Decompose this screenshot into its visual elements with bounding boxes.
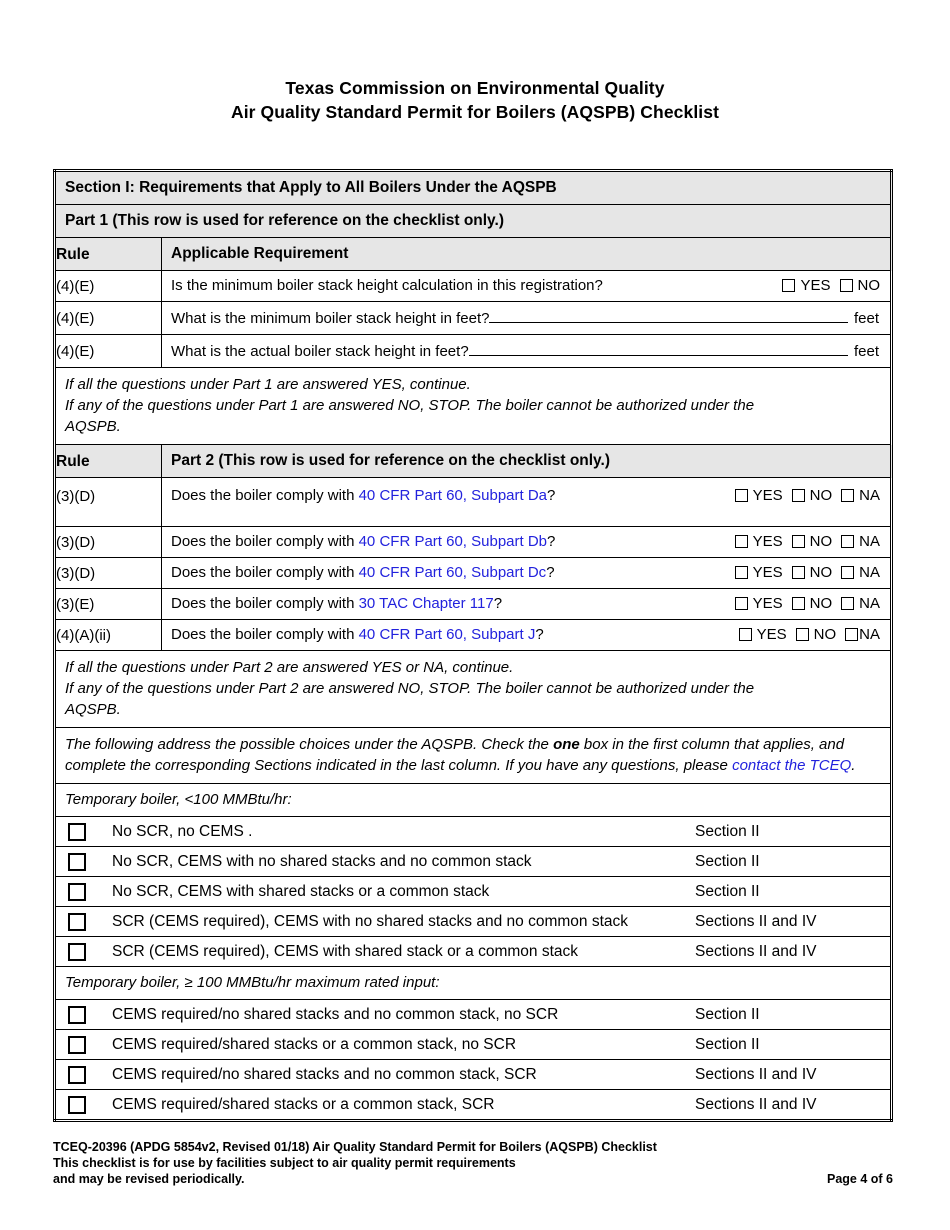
- option-yes[interactable]: [735, 563, 783, 582]
- group2-title: Temporary boiler, ≥ 100 MMBtu/hr maximum rated input:: [65, 974, 440, 991]
- checkbox-icon[interactable]: [735, 489, 748, 502]
- part1-title: Part 1 (This row is used for reference on the checklist only.): [65, 212, 504, 229]
- list-item[interactable]: [55, 1000, 892, 1030]
- question-suffix: ?: [546, 564, 555, 581]
- checkbox-icon[interactable]: [68, 943, 86, 961]
- requirement-cell: [162, 335, 892, 368]
- option-no-label: NO: [809, 564, 833, 581]
- checkbox-icon[interactable]: [68, 1036, 86, 1054]
- table-row: [55, 478, 892, 527]
- option-no[interactable]: [796, 625, 837, 644]
- option-yes[interactable]: [739, 625, 787, 644]
- part2-header-row: [55, 445, 892, 478]
- requirement-cell: [162, 527, 892, 558]
- checkbox-icon[interactable]: [792, 566, 805, 579]
- rule-cell: (4)(A)(ii): [55, 620, 162, 651]
- choices-intro-bold: one: [553, 736, 580, 753]
- option-no-label: NO: [809, 533, 833, 550]
- part1-note-row: [55, 368, 892, 445]
- checkbox-icon[interactable]: [68, 853, 86, 871]
- option-no-label: NO: [857, 277, 880, 294]
- choice-label: CEMS required/no shared stacks and no common stack, SCR: [112, 1066, 537, 1083]
- choice-section: Section II: [695, 1036, 760, 1053]
- question-suffix: ?: [493, 595, 503, 612]
- question-text: [171, 625, 544, 644]
- table-row: [55, 620, 892, 651]
- question-text: What is the actual boiler stack height in feet?: [171, 343, 469, 360]
- choice-label: SCR (CEMS required), CEMS with shared stack or a common stack: [112, 943, 578, 960]
- list-item[interactable]: [55, 1060, 892, 1090]
- rule-cell: (3)(D): [55, 558, 162, 589]
- table-row: [55, 589, 892, 620]
- table-row: [55, 527, 892, 558]
- part1-note: [56, 368, 890, 444]
- option-na-label: NA: [859, 595, 880, 612]
- option-no-label: NO: [813, 626, 837, 643]
- choice-section: Section II: [695, 883, 760, 900]
- part2-note-row: [55, 651, 892, 728]
- question-text: Is the minimum boiler stack height calculation in this registration?: [171, 277, 603, 294]
- question-text: [171, 594, 502, 613]
- checkbox-icon[interactable]: [739, 628, 752, 641]
- question-prefix: Does the boiler comply with: [171, 564, 359, 581]
- question-text: [171, 532, 555, 551]
- requirement-cell: [162, 271, 892, 302]
- checkbox-icon[interactable]: [735, 535, 748, 548]
- checkbox-icon[interactable]: [792, 535, 805, 548]
- checkbox-icon[interactable]: [68, 823, 86, 841]
- choice-section: Sections II and IV: [695, 943, 817, 960]
- option-yes[interactable]: [735, 532, 783, 551]
- col-header-rule2-cell: [55, 445, 162, 478]
- option-no[interactable]: [792, 486, 833, 505]
- checkbox-icon[interactable]: [841, 597, 854, 610]
- option-yes-label: YES: [752, 595, 783, 612]
- part2-note-line-3: AQSPB.: [65, 701, 121, 718]
- checkbox-icon[interactable]: [68, 883, 86, 901]
- table-row: [55, 302, 892, 335]
- checkbox-icon[interactable]: [845, 628, 858, 641]
- checkbox-icon[interactable]: [68, 1006, 86, 1024]
- question-text: [171, 486, 555, 505]
- checkbox-icon[interactable]: [841, 489, 854, 502]
- col-header-requirement: Applicable Requirement: [171, 245, 349, 262]
- option-na-label: NA: [859, 626, 880, 643]
- yes-no-na-options: [735, 563, 880, 582]
- group1-title-cell: [55, 784, 892, 817]
- question-text: [171, 563, 555, 582]
- list-item[interactable]: [55, 877, 892, 907]
- regulation-link[interactable]: 40 CFR Part 60, Subpart Db: [358, 533, 548, 550]
- checkbox-icon[interactable]: [68, 913, 86, 931]
- list-item[interactable]: [55, 937, 892, 967]
- choice-label: CEMS required/shared stacks or a common stack, no SCR: [112, 1036, 517, 1053]
- group2-title-cell: [55, 967, 892, 1000]
- unit-label: feet: [853, 310, 879, 327]
- choice-label: CEMS required/no shared stacks and no common stack, no SCR: [112, 1006, 559, 1023]
- question-with-blank: [171, 307, 881, 328]
- list-item[interactable]: [55, 1090, 892, 1121]
- table-row: [55, 271, 892, 302]
- checkbox-icon[interactable]: [840, 279, 853, 292]
- part1-note-line-3: AQSPB.: [65, 418, 121, 435]
- checkbox-icon[interactable]: [68, 1066, 86, 1084]
- checkbox-icon[interactable]: [841, 566, 854, 579]
- option-no[interactable]: [792, 532, 833, 551]
- document-header: [0, 76, 950, 124]
- option-yes-label: YES: [752, 564, 783, 581]
- choice-cell[interactable]: [55, 847, 892, 877]
- header-line-2: Air Quality Standard Permit for Boilers (AQSPB) Checklist: [230, 102, 720, 122]
- choice-label: CEMS required/shared stacks or a common stack, SCR: [112, 1096, 495, 1113]
- rule-cell: (3)(D): [55, 527, 162, 558]
- part1-note-cell: [55, 368, 892, 445]
- table-row: [55, 558, 892, 589]
- rule-cell: (3)(D): [55, 478, 162, 527]
- choice-cell[interactable]: [55, 877, 892, 907]
- requirement-cell: [162, 478, 892, 527]
- choices-intro: [56, 728, 890, 783]
- page-number: Page 4 of 6: [827, 1172, 893, 1186]
- yes-no-na-options: [735, 594, 880, 613]
- option-na[interactable]: [841, 532, 880, 551]
- option-no[interactable]: [792, 563, 833, 582]
- option-yes-label: YES: [800, 277, 831, 294]
- option-no-label: NO: [809, 595, 833, 612]
- regulation-link[interactable]: 40 CFR Part 60, Subpart J: [358, 626, 536, 643]
- option-yes-label: YES: [752, 487, 783, 504]
- choice-label: No SCR, no CEMS .: [112, 823, 253, 840]
- question-suffix: ?: [535, 626, 544, 643]
- regulation-link[interactable]: 30 TAC Chapter 117: [358, 595, 494, 612]
- question-prefix: Does the boiler comply with: [171, 487, 359, 504]
- option-na[interactable]: [841, 594, 880, 613]
- section-title-cell: [55, 171, 892, 205]
- part2-title: Part 2 (This row is used for reference on the checklist only.): [171, 452, 610, 469]
- section-title-row: [55, 171, 892, 205]
- option-no-label: NO: [809, 487, 833, 504]
- group1-title: Temporary boiler, <100 MMBtu/hr:: [65, 791, 292, 808]
- group2-title-row: [55, 967, 892, 1000]
- part2-title-cell: [162, 445, 892, 478]
- rule-cell: (4)(E): [55, 302, 162, 335]
- choice-cell[interactable]: [55, 1000, 892, 1030]
- part2-note-line-2: If any of the questions under Part 2 are answered NO, STOP. The boiler cannot be authorized under the: [65, 680, 755, 697]
- option-na[interactable]: [845, 625, 880, 644]
- choice-label: No SCR, CEMS with no shared stacks and no common stack: [112, 853, 532, 870]
- choice-section: Sections II and IV: [695, 1096, 817, 1113]
- checkbox-icon[interactable]: [792, 489, 805, 502]
- choice-section: Section II: [695, 853, 760, 870]
- header-line-1: Texas Commission on Environmental Quality: [285, 78, 665, 98]
- checkbox-icon[interactable]: [792, 597, 805, 610]
- choice-section: Section II: [695, 1006, 760, 1023]
- checkbox-icon[interactable]: [735, 566, 748, 579]
- option-yes-label: YES: [752, 533, 783, 550]
- min-stack-height-input[interactable]: [489, 307, 847, 323]
- choice-cell[interactable]: [55, 1090, 892, 1121]
- rule-cell: (3)(E): [55, 589, 162, 620]
- requirement-cell: [162, 620, 892, 651]
- group1-title-row: [55, 784, 892, 817]
- regulation-link[interactable]: 40 CFR Part 60, Subpart Dc: [358, 564, 547, 581]
- footer-line-3: and may be revised periodically.: [53, 1172, 245, 1186]
- choice-label: SCR (CEMS required), CEMS with no shared stacks and no common stack: [112, 913, 628, 930]
- yes-no-na-options: [735, 532, 880, 551]
- question-prefix: Does the boiler comply with: [171, 626, 359, 643]
- checkbox-icon[interactable]: [796, 628, 809, 641]
- option-no[interactable]: [792, 594, 833, 613]
- part1-note-line-2: If any of the questions under Part 1 are answered NO, STOP. The boiler cannot be authorized under the: [65, 397, 755, 414]
- checkbox-icon[interactable]: [735, 597, 748, 610]
- choice-section: Sections II and IV: [695, 1066, 817, 1083]
- yes-no-na-options: [739, 625, 880, 644]
- checkbox-icon[interactable]: [68, 1096, 86, 1114]
- option-no[interactable]: [840, 276, 881, 295]
- question-prefix: Does the boiler comply with: [171, 533, 359, 550]
- choice-cell[interactable]: [55, 937, 892, 967]
- choice-cell[interactable]: [55, 907, 892, 937]
- column-header-row: [55, 238, 892, 271]
- list-item[interactable]: [55, 1030, 892, 1060]
- question-prefix: Does the boiler comply with: [171, 595, 359, 612]
- yes-no-na-options: [735, 486, 880, 505]
- regulation-link[interactable]: 40 CFR Part 60, Subpart Da: [358, 487, 548, 504]
- question-suffix: ?: [547, 487, 556, 504]
- part1-title-cell: [55, 205, 892, 238]
- actual-stack-height-input[interactable]: [469, 340, 848, 356]
- list-item[interactable]: [55, 847, 892, 877]
- requirement-cell: [162, 302, 892, 335]
- requirement-cell: [162, 558, 892, 589]
- question-text: What is the minimum boiler stack height in feet?: [171, 310, 490, 327]
- col-header-rule: Rule: [56, 245, 90, 263]
- part2-note-cell: [55, 651, 892, 728]
- col-header-rule-cell: [55, 238, 162, 271]
- yes-no-options: [782, 276, 880, 295]
- option-yes[interactable]: [735, 486, 783, 505]
- choice-cell[interactable]: [55, 1030, 892, 1060]
- option-na-label: NA: [859, 487, 880, 504]
- choices-intro-seg2: box in the first column that applies, and complete the corresponding Sections indicated in the last column. If you have any questions, please: [65, 736, 845, 774]
- choice-section: Section II: [695, 823, 760, 840]
- choice-label: No SCR, CEMS with shared stacks or a common stack: [112, 883, 490, 900]
- unit-label: feet: [853, 343, 879, 360]
- col-header-requirement-cell: [162, 238, 892, 271]
- footer-line-1: TCEQ-20396 (APDG 5854v2, Revised 01/18) Air Quality Standard Permit for Boilers (AQSPB) Checklist: [53, 1140, 657, 1154]
- contact-tceq-link[interactable]: contact the TCEQ: [732, 757, 852, 774]
- section-title: Section I: Requirements that Apply to All Boilers Under the AQSPB: [65, 179, 557, 196]
- checkbox-icon[interactable]: [841, 535, 854, 548]
- rule-cell: (4)(E): [55, 335, 162, 368]
- part1-title-row: [55, 205, 892, 238]
- document-footer: [53, 1139, 893, 1187]
- option-na-label: NA: [859, 533, 880, 550]
- choices-intro-seg3: .: [851, 757, 856, 774]
- requirement-cell: [162, 589, 892, 620]
- part1-note-line-1: If all the questions under Part 1 are answered YES, continue.: [65, 376, 471, 393]
- option-yes[interactable]: [782, 276, 830, 295]
- list-item[interactable]: [55, 817, 892, 847]
- option-yes[interactable]: [735, 594, 783, 613]
- footer-line-2: This checklist is for use by facilities subject to air quality permit requirements: [53, 1156, 516, 1170]
- choice-cell[interactable]: [55, 817, 892, 847]
- checklist-table: [53, 169, 893, 1122]
- question-with-blank: [171, 340, 881, 361]
- list-item[interactable]: [55, 907, 892, 937]
- choices-intro-row: [55, 728, 892, 784]
- choice-cell[interactable]: [55, 1060, 892, 1090]
- choices-intro-cell: [55, 728, 892, 784]
- question-suffix: ?: [547, 533, 556, 550]
- option-na-label: NA: [859, 564, 880, 581]
- checkbox-icon[interactable]: [782, 279, 795, 292]
- option-na[interactable]: [841, 563, 880, 582]
- col-header-rule2: Rule: [56, 452, 90, 470]
- rule-cell: (4)(E): [55, 271, 162, 302]
- part2-note: [56, 651, 890, 727]
- part2-note-line-1: If all the questions under Part 2 are answered YES or NA, continue.: [65, 659, 514, 676]
- choice-section: Sections II and IV: [695, 913, 817, 930]
- choices-intro-seg1: The following address the possible choices under the AQSPB. Check the: [65, 736, 554, 753]
- table-row: [55, 335, 892, 368]
- option-yes-label: YES: [756, 626, 787, 643]
- option-na[interactable]: [841, 486, 880, 505]
